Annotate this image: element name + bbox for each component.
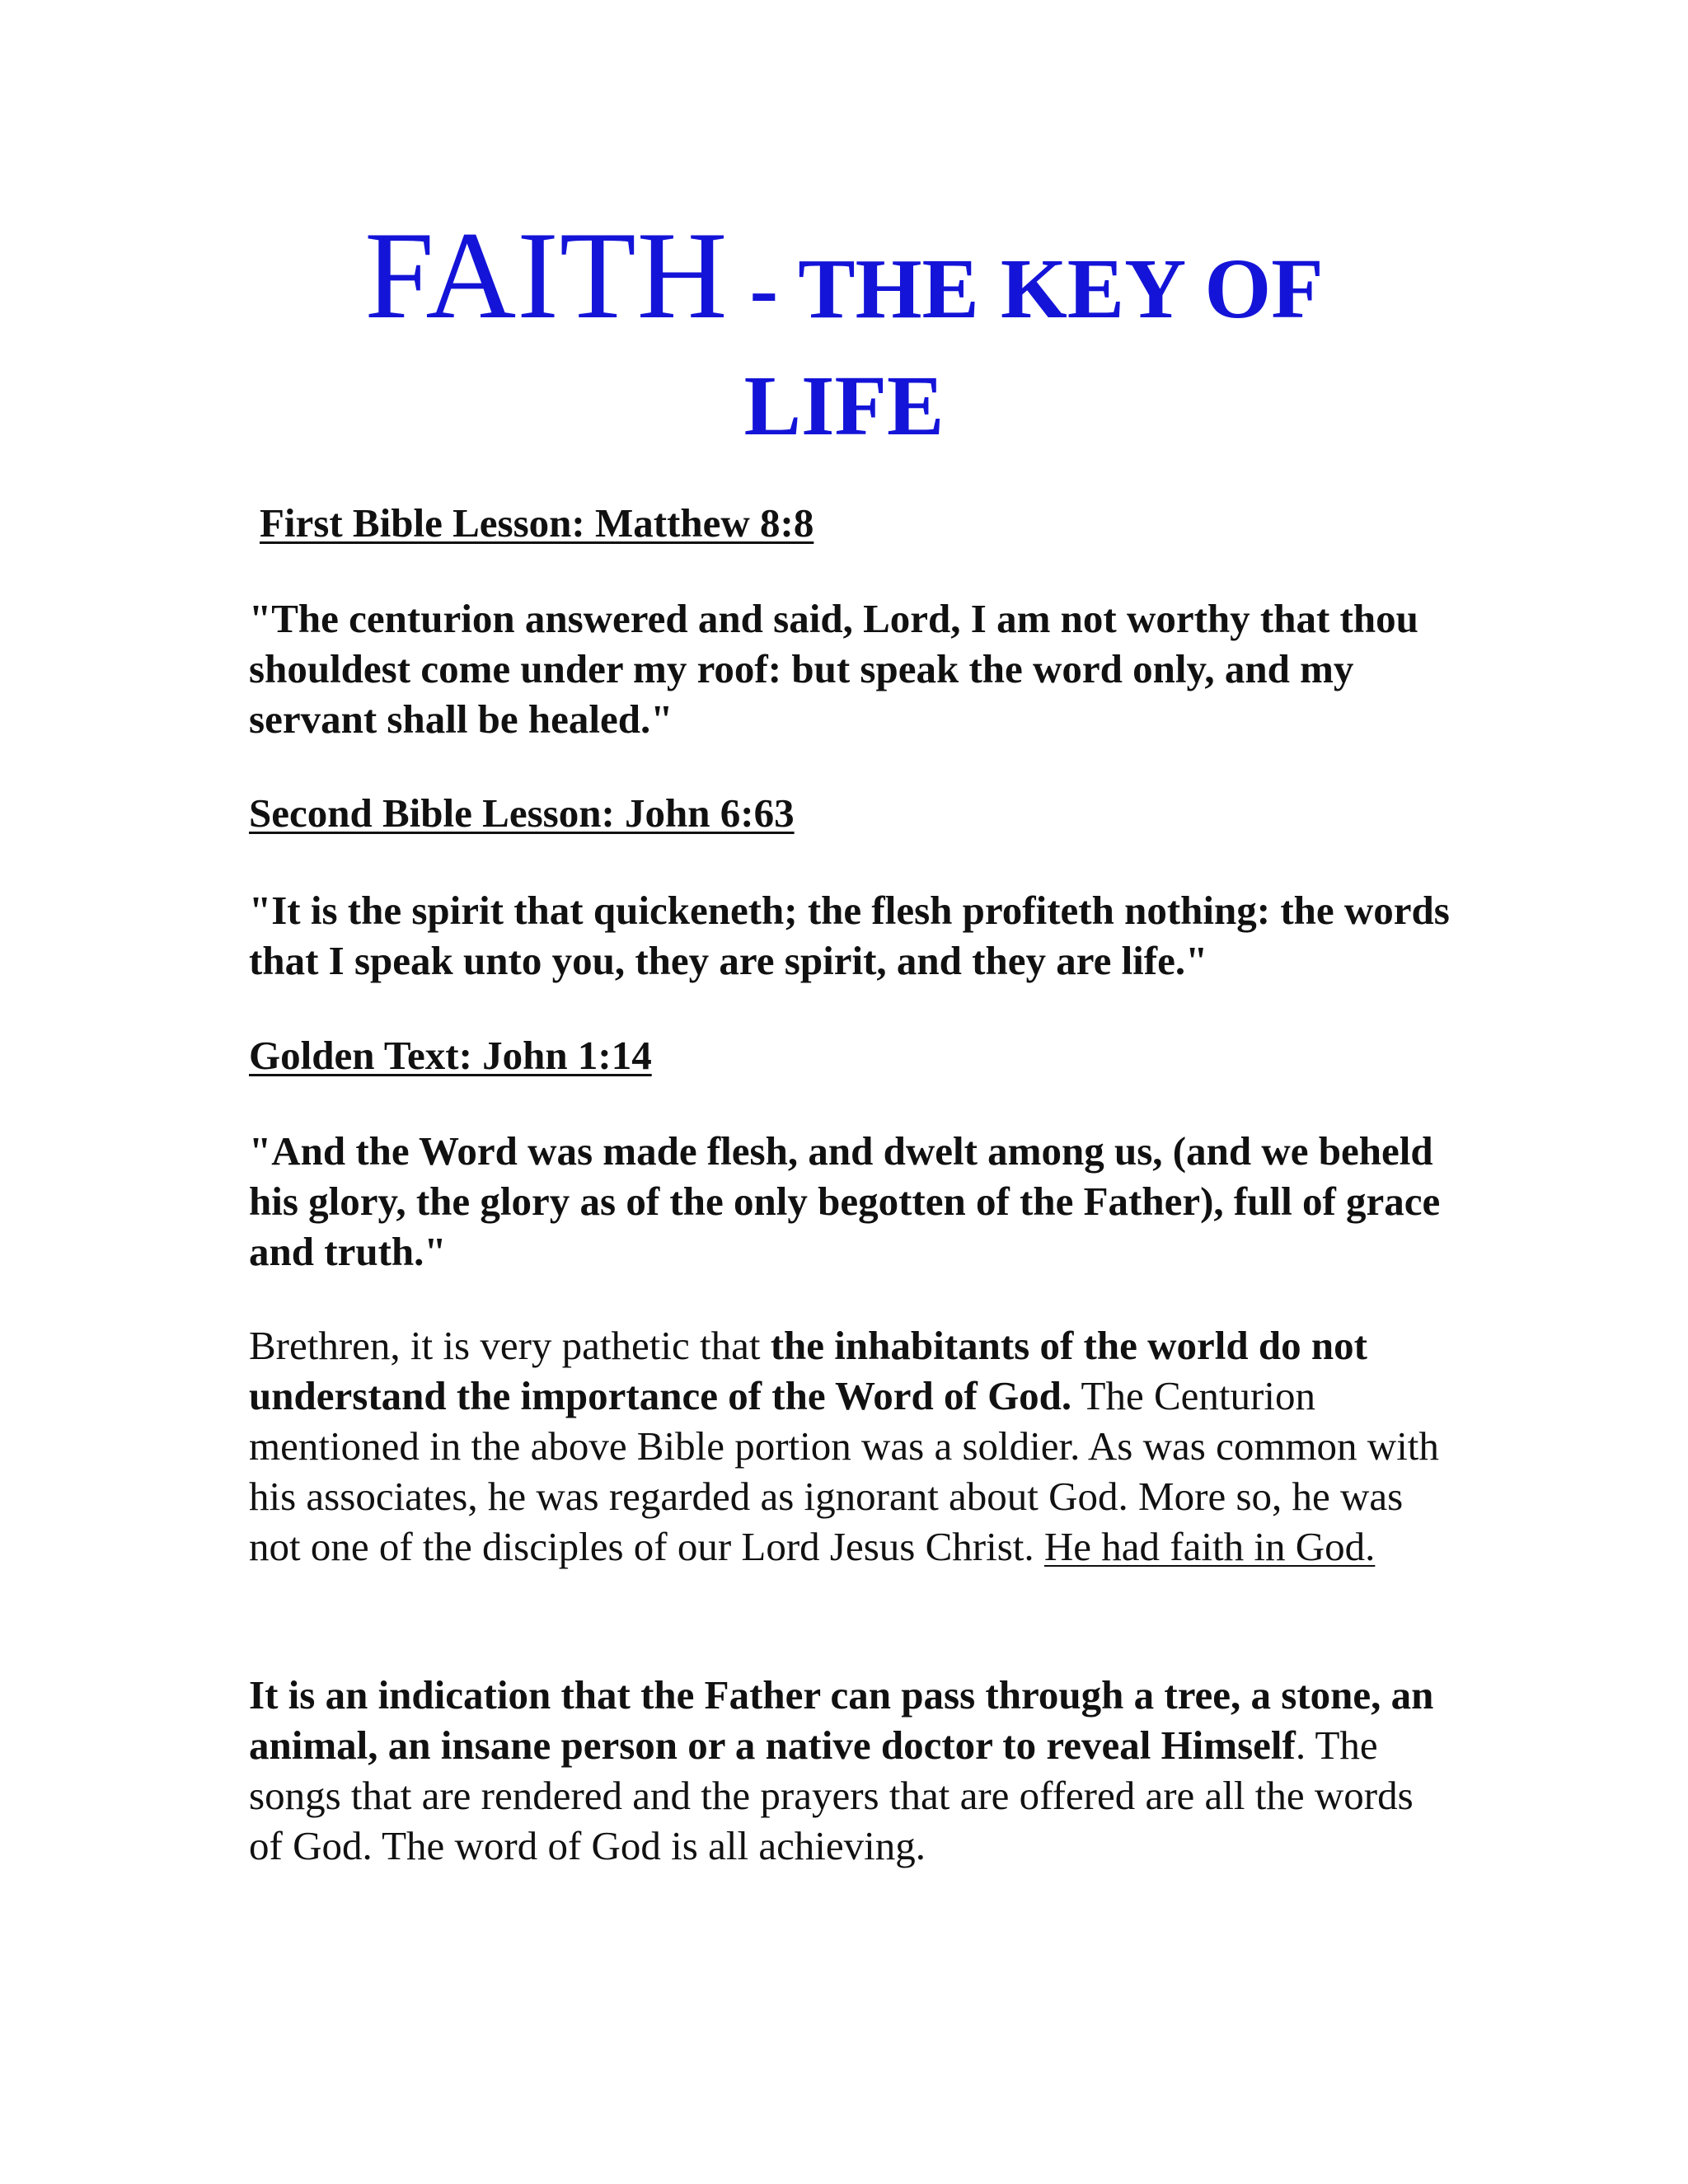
first-lesson-verse: "The centurion answered and said, Lord, I am not worthy that thou shouldest come under my roof: but speak the word only, and my servant shall be healed." — [249, 596, 1418, 742]
paragraph-1-underlined: He had faith in God. — [1043, 1524, 1376, 1569]
paragraph-1 — [249, 1320, 1452, 1572]
title-line-2: LIFE — [743, 359, 945, 453]
paragraph-1-lead: Brethren, it is very pathetic that — [249, 1323, 771, 1368]
golden-text-heading: Golden Text: John 1:14 — [249, 1033, 652, 1078]
paragraph-1-bold: the inhabitants of the world do not understand the importance of the Word of God. — [249, 1323, 1367, 1418]
title-faith: FAITH — [364, 206, 729, 344]
paragraph-2 — [249, 1670, 1452, 1871]
paragraph-2-bold: It is an indication that the Father can pass through a tree, a stone, an animal, an insane person or a native doctor to reveal Himself — [249, 1672, 1434, 1768]
title-line-1 — [0, 206, 1688, 344]
title-key-of: - THE KEY OF — [728, 241, 1324, 336]
second-lesson-heading: Second Bible Lesson: John 6:63 — [249, 790, 795, 836]
paragraph-2-rest: . The songs that are rendered and the prayers that are offered are all the words of God. The word of God is all achieving. — [249, 1722, 1414, 1868]
golden-text-verse: "And the Word was made flesh, and dwelt among us, (and we beheld his glory, the glory as of the only begotten of the Father), full of grace and truth." — [249, 1128, 1441, 1274]
first-lesson-heading: First Bible Lesson: Matthew 8:8 — [260, 500, 814, 546]
second-lesson-verse: "It is the spirit that quickeneth; the flesh profiteth nothing: the words that I speak unto you, they are spirit, and they are life." — [249, 888, 1450, 983]
paragraph-1-middle: The Centurion mentioned in the above Bible portion was a soldier. As was common with his associates, he was regarded as ignorant about God. More so, he was not one of the disciples of our Lord Jesus Christ. — [249, 1373, 1439, 1569]
